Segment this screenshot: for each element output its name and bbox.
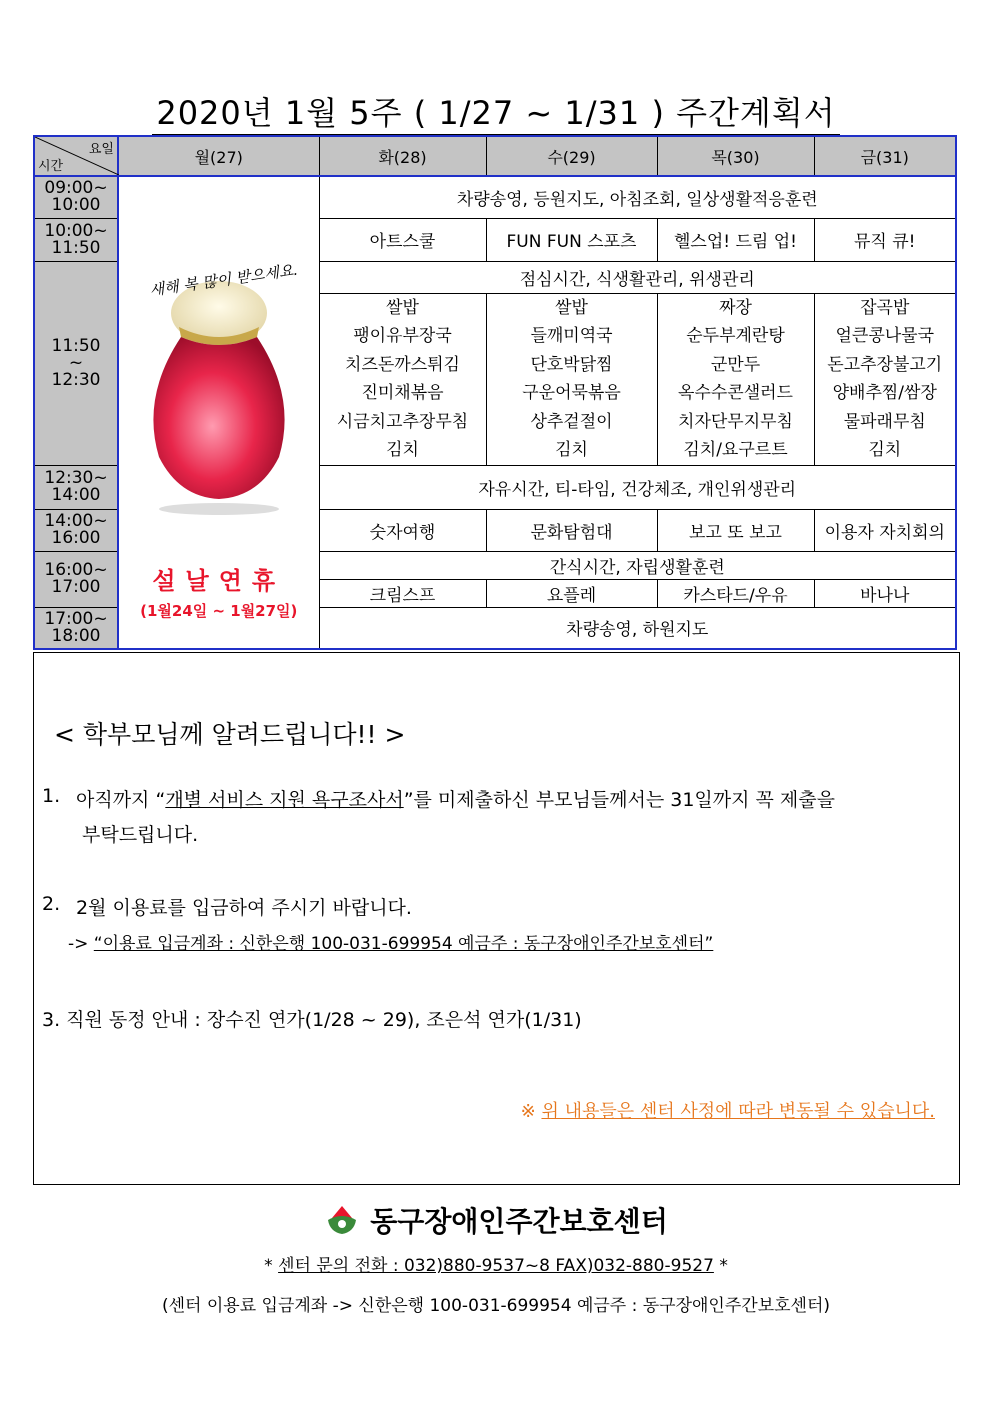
- time-cell-4: 12:30~ 14:00: [34, 465, 118, 509]
- notice-item1-line1: 아직까지 “개별 서비스 지원 욕구조사서”를 미제출하신 부모님들께서는 31일까지 꼭 제출을: [76, 789, 835, 811]
- afternoon-thu: 보고 또 보고: [657, 509, 814, 551]
- menu-tue: 쌀밥 팽이유부장국 치즈돈까스튀김 진미채볶음 시금치고추장무침 김치: [319, 293, 486, 465]
- day-header-mon: 월(27): [118, 136, 319, 176]
- snack-tue: 크림스프: [319, 579, 486, 607]
- notice-item1-line2: 부탁드립니다.: [82, 824, 199, 846]
- notice-item2-line2: -> “이용료 입금계좌 : 신한은행 100-031-699954 예금주 : 동구장애인주간보호센터”: [68, 934, 714, 954]
- snack-activity: 간식시간, 자립생활훈련: [319, 551, 956, 579]
- afternoon-fri: 이용자 자치회의: [814, 509, 956, 551]
- center-name: 동구장애인주간보호센터: [0, 1200, 992, 1240]
- program-tue: 아트스쿨: [319, 218, 486, 261]
- page-title: 2020년 1월 5주 ( 1/27 ~ 1/31 ) 주간계획서: [0, 88, 992, 134]
- day-header-fri: 금(31): [814, 136, 956, 176]
- weekly-plan-table: [33, 135, 957, 650]
- footer-account: (센터 이용료 입금계좌 -> 신한은행 100-031-699954 예금주 : 동구장애인주간보호센터): [161, 1296, 831, 1316]
- notice-box: [33, 652, 960, 1185]
- program-thu: 헬스업! 드림 업!: [657, 218, 814, 261]
- survey-doc-name: 개별 서비스 지원 욕구조사서: [165, 789, 404, 811]
- day-header-tue: 화(28): [319, 136, 486, 176]
- notice-warning: ※ 위 내용들은 센터 사정에 따라 변동될 수 있습니다.: [520, 1101, 935, 1122]
- holiday-title: 설날연휴: [152, 567, 286, 595]
- snack-fri: 바나나: [814, 579, 956, 607]
- row-morning: [34, 176, 956, 218]
- lucky-bag-icon: [139, 197, 299, 517]
- menu-thu: 짜장 순두부계란탕 군만두 옥수수콘샐러드 치자단무지무침 김치/요구르트: [657, 293, 814, 465]
- menu-fri: 잡곡밥 얼큰콩나물국 돈고추장불고기 양배추찜/쌈장 물파래무침 김치: [814, 293, 956, 465]
- notice-item2-number: 2.: [42, 893, 61, 915]
- afternoon-tue: 숫자여행: [319, 509, 486, 551]
- notice-item1-number: 1.: [42, 785, 61, 807]
- evening-activity: 차량송영, 하원지도: [319, 607, 956, 649]
- header-corner-cell: [34, 136, 118, 176]
- snack-wed: 요플레: [486, 579, 657, 607]
- monday-holiday-cell: [118, 176, 319, 649]
- time-cell-7: 17:00~ 18:00: [34, 607, 118, 649]
- notice-heading: < 학부모님께 알려드립니다!! >: [54, 720, 406, 749]
- afternoon-wed: 문화탐험대: [486, 509, 657, 551]
- morning-activity: 차량송영, 등원지도, 아침조회, 일상생활적응훈련: [319, 176, 956, 218]
- notice-item3: 3. 직원 동정 안내 : 장수진 연가(1/28 ~ 29), 조은석 연가(1/31): [42, 1009, 582, 1031]
- snack-thu: 카스타드/우유: [657, 579, 814, 607]
- time-cell-1: 09:00~ 10:00: [34, 176, 118, 218]
- day-header-wed: 수(29): [486, 136, 657, 176]
- day-label: 요일: [88, 142, 114, 157]
- time-cell-5: 14:00~ 16:00: [34, 509, 118, 551]
- day-header-thu: 목(30): [657, 136, 814, 176]
- bank-account-info: “이용료 입금계좌 : 신한은행 100-031-699954 예금주 : 동구장애인주간보호센터”: [93, 934, 714, 954]
- header-row: [34, 136, 956, 176]
- time-label: 시간: [38, 159, 64, 174]
- holiday-range: (1월24일 ~ 1월27일): [140, 602, 298, 620]
- menu-wed: 쌀밥 들깨미역국 단호박닭찜 구운어묵볶음 상추겉절이 김치: [486, 293, 657, 465]
- new-year-greeting: 새해 복 많이 받으세요.: [148, 260, 300, 300]
- center-logo-icon: [324, 1204, 360, 1236]
- notice-item2-line1: 2월 이용료를 입금하여 주시기 바랍니다.: [76, 897, 412, 919]
- footer-contact: * 센터 문의 전화 : 032)880-9537~8 FAX)032-880-9527 *: [264, 1256, 728, 1276]
- program-fri: 뮤직 큐!: [814, 218, 956, 261]
- free-time-activity: 자유시간, 티-타임, 건강체조, 개인위생관리: [319, 465, 956, 509]
- lunch-activity: 점심시간, 식생활관리, 위생관리: [319, 261, 956, 293]
- time-cell-2: 10:00~ 11:50: [34, 218, 118, 261]
- time-cell-6: 16:00~ 17:00: [34, 551, 118, 607]
- program-wed: FUN FUN 스포츠: [486, 218, 657, 261]
- time-cell-3: 11:50 ~ 12:30: [34, 261, 118, 465]
